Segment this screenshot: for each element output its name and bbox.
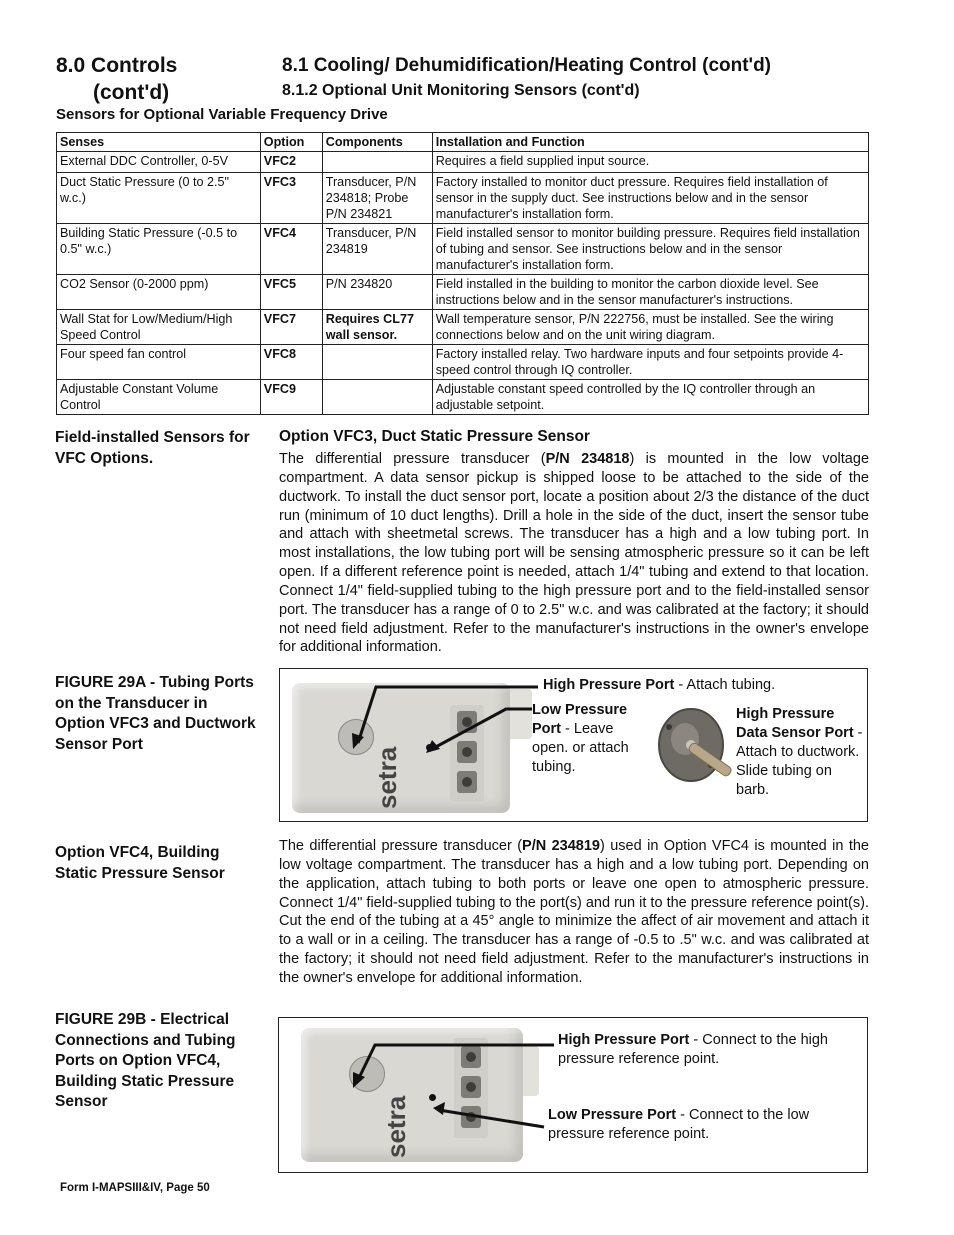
figure-29a xyxy=(279,668,868,822)
vfc4-part-number: P/N 234819 xyxy=(522,838,600,854)
cell-senses: Four speed fan control xyxy=(57,345,261,380)
cell-components: Requires CL77 wall sensor. xyxy=(322,310,432,345)
chapter-heading xyxy=(56,52,177,106)
col-components: Components xyxy=(322,133,432,152)
fig29a-high-desc: - Attach tubing. xyxy=(674,677,776,693)
table-row xyxy=(57,310,869,345)
setra-logo: setra xyxy=(372,746,402,809)
subsection-heading: 8.1.2 Optional Unit Monitoring Sensors (cont'd) xyxy=(282,82,640,99)
cell-option: VFC3 xyxy=(260,173,322,224)
cell-function: Factory installed relay. Two hardware inputs and four setpoints provide 4-speed control through IQ controller. xyxy=(432,345,868,380)
vfc3-part-number: P/N 234818 xyxy=(545,451,630,467)
table-row xyxy=(57,152,869,173)
section-heading: 8.1 Cooling/ Dehumidification/Heating Control (cont'd) xyxy=(282,55,771,76)
col-function: Installation and Function xyxy=(432,133,868,152)
cell-function: Adjustable constant speed controlled by the IQ controller through an adjustable setpoint. xyxy=(432,380,868,415)
figure-29b-caption: FIGURE 29B - Electrical Connections and Tubing Ports on Option VFC4, Building Static Pressure Sensor xyxy=(55,1011,236,1110)
figure-29a-caption: FIGURE 29A - Tubing Ports on the Transducer in Option VFC3 and Ductwork Sensor Port xyxy=(55,674,256,753)
cell-function: Factory installed to monitor duct pressure. Requires field installation of sensor in the supply duct. See instructions below and in the sensor manufacturer's installation form. xyxy=(432,173,868,224)
vfc4-text-a: The differential pressure transducer ( xyxy=(279,838,523,854)
table-header-row xyxy=(57,133,869,152)
cell-option: VFC5 xyxy=(260,275,322,310)
table-row xyxy=(57,173,869,224)
chapter-heading-line1: 8.0 Controls xyxy=(56,54,178,77)
fig29a-sensor-title: High Pressure Data Sensor Port xyxy=(736,706,854,741)
cell-components xyxy=(322,345,432,380)
setra-logo: setra xyxy=(381,1095,411,1158)
cell-components xyxy=(322,380,432,415)
fig29b-arrows xyxy=(279,1018,869,1174)
cell-senses: Wall Stat for Low/Medium/High Speed Control xyxy=(57,310,261,345)
fig29a-high-title: High Pressure Port xyxy=(543,677,675,693)
vfc3-text-b: ) is mounted in the low voltage compartment. A data sensor pickup is shipped loose to be attached to the side of the ductwork. To install the duct sensor port, locate a position about 2/3 the distance of the duct run (minimum of 10 duct lengths). Drill a hole in the side of the duct, insert the sensor tube and attach with sheetmetal screws. The transducer has a high and a low tubing port. In most installations, the low tubing port will be sensing atmospheric pressure so it can be left open. If a different reference point is needed, attach 1/4" tubing and extend to that location. Connect 1/4" field-supplied tubing to the high pressure port and to the field-installed sensor port. The transducer has a range of 0 to 2.5" w.c. and was calibrated at the factory; it should not need field adjustment. Refer to the manufacturer's instructions in the owner's envelope for additional information. xyxy=(279,451,870,656)
fig29b-high-title: High Pressure Port xyxy=(558,1032,690,1048)
fig29a-sensor-desc: - Attach to ductwork. Slide tubing on barb. xyxy=(736,725,863,798)
fig29a-low-title: Low Pressure Port xyxy=(532,702,628,737)
cell-senses: Duct Static Pressure (0 to 2.5" w.c.) xyxy=(57,173,261,224)
vfd-sensor-table xyxy=(56,132,869,415)
cell-option: VFC2 xyxy=(260,152,322,173)
cell-option: VFC8 xyxy=(260,345,322,380)
cell-senses: CO2 Sensor (0-2000 ppm) xyxy=(57,275,261,310)
cell-option: VFC7 xyxy=(260,310,322,345)
field-installed-label: Field-installed Sensors for VFC Options. xyxy=(55,429,250,467)
col-option: Option xyxy=(260,133,322,152)
vfc3-paragraph xyxy=(279,450,869,657)
vfc4-side-heading: Option VFC4, Building Static Pressure Sensor xyxy=(55,844,225,882)
cell-components: P/N 234820 xyxy=(322,275,432,310)
cell-function: Requires a field supplied input source. xyxy=(432,152,868,173)
cell-option: VFC9 xyxy=(260,380,322,415)
figure-29b xyxy=(278,1017,868,1173)
cell-function: Wall temperature sensor, P/N 222756, must be installed. See the wiring connections below and on the unit wiring diagram. xyxy=(432,310,868,345)
vfc4-text-b: ) used in Option VFC4 is mounted in the low voltage compartment. The transducer has a high and a low tubing port. Depending on the application, attach tubing to both ports or leave one open to atmospheric pressure. Connect 1/4" field-supplied tubing to the port(s) and run it to the pressure reference point(s). Cut the end of the tubing at a 45° angle to minimize the affect of air movement and attach it to a wall or in a ceiling. The transducer has a range of -0.5 to .5" w.c. and was calibrated at the factory; it should not need field adjustment. Refer to the manufacturer's instructions in the owner's envelope for additional information. xyxy=(279,838,869,986)
table-row xyxy=(57,380,869,415)
cell-senses: Adjustable Constant Volume Control xyxy=(57,380,261,415)
table-row xyxy=(57,345,869,380)
vfc3-text-a: The differential pressure transducer ( xyxy=(279,451,546,467)
vfc3-heading: Option VFC3, Duct Static Pressure Sensor xyxy=(279,428,590,445)
cell-components: Transducer, P/N 234818; Probe P/N 234821 xyxy=(322,173,432,224)
fig29a-low-desc: - Leave open. or attach tubing. xyxy=(532,721,629,775)
cell-function: Field installed sensor to monitor building pressure. Requires field installation of tubing and sensor. See instructions below and in the sensor manufacturer's installation form. xyxy=(432,224,868,275)
cell-components xyxy=(322,152,432,173)
cell-components: Transducer, P/N 234819 xyxy=(322,224,432,275)
table-row xyxy=(57,224,869,275)
cell-option: VFC4 xyxy=(260,224,322,275)
chapter-heading-line2: (cont'd) xyxy=(93,81,170,104)
vfc4-paragraph xyxy=(279,837,869,988)
table-row xyxy=(57,275,869,310)
fig29a-arrows xyxy=(280,669,869,823)
table-title: Sensors for Optional Variable Frequency Drive xyxy=(56,106,388,123)
cell-function: Field installed in the building to monitor the carbon dioxide level. See instructions below and in the sensor manufacturer's instructions. xyxy=(432,275,868,310)
col-senses: Senses xyxy=(57,133,261,152)
fig29b-low-title: Low Pressure Port xyxy=(548,1107,677,1123)
cell-senses: Building Static Pressure (-0.5 to 0.5" w.c.) xyxy=(57,224,261,275)
fig29b-low-desc: - Connect to the low pressure reference point. xyxy=(548,1107,810,1142)
cell-senses: External DDC Controller, 0-5V xyxy=(57,152,261,173)
page-footer: Form I-MAPSIII&IV, Page 50 xyxy=(60,1182,210,1194)
fig29b-high-desc: - Connect to the high pressure reference point. xyxy=(558,1032,828,1067)
